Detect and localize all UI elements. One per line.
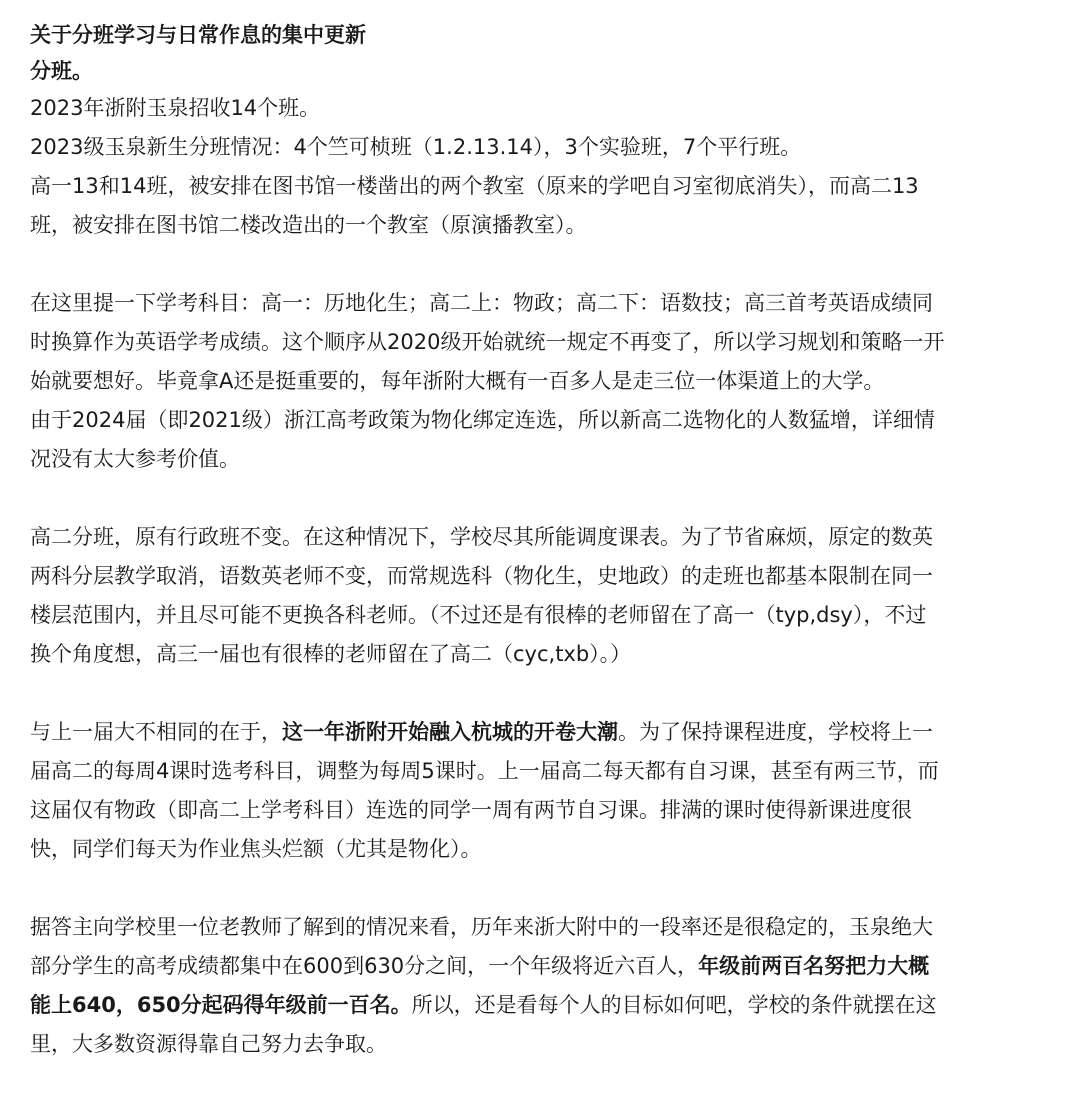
text-line: 这届仅有物政（即高二上学考科目）连选的同学一周有两节自习课。排满的课时使得新课进度很 (30, 798, 912, 822)
text-line: 2023级玉泉新生分班情况：4个竺可桢班（1.2.13.14），3个实验班，7个平行班。 (30, 135, 802, 159)
text-line: 由于2024届（即2021级）浙江高考政策为物化绑定连选，所以新高二选物化的人数猛增，详细情 (30, 408, 935, 432)
text-line: 楼层范围内，并且尽可能不更换各科老师。（不过还是有很棒的老师留在了高一（typ,dsy），不过 (30, 603, 927, 627)
paragraph-class-division (30, 89, 1020, 245)
text-span: 所以，还是看每个人的目标如何吧，学校的条件就摆在这 (411, 993, 937, 1017)
paragraph-gap (30, 674, 1020, 713)
text-line: 2023年浙附玉泉招收14个班。 (30, 96, 321, 120)
article-title: 关于分班学习与日常作息的集中更新 (30, 23, 366, 47)
paragraph-grade2-division (30, 518, 1020, 674)
text-line: 在这里提一下学考科目：高一：历地化生；高二上：物政；高二下：语数技；高三首考英语成绩同 (30, 291, 933, 315)
text-line: 班，被安排在图书馆二楼改造出的一个教室（原演播教室）。 (30, 213, 587, 237)
text-line: 况没有太大参考价值。 (30, 447, 240, 471)
paragraph-gap (30, 869, 1020, 908)
text-span: 。为了保持课程进度，学校将上一 (618, 720, 933, 744)
text-line: 时换算作为英语学考成绩。这个顺序从2020级开始就统一规定不再变了，所以学习规划和策略一开 (30, 330, 945, 354)
text-span: 部分学生的高考成绩都集中在600到630分之间，一个年级将近六百人， (30, 954, 699, 978)
text-line: 换个角度想，高三一届也有很棒的老师留在了高二（cyc,txb）。） (30, 642, 632, 666)
text-line (30, 713, 1020, 752)
paragraph-schedule-changes (30, 713, 1020, 869)
text-line: 高一13和14班，被安排在图书馆一楼凿出的两个教室（原来的学吧自习室彻底消失），而高二13 (30, 174, 919, 198)
text-line: 始就要想好。毕竟拿A还是挺重要的，每年浙附大概有一百多人是走三位一体渠道上的大学。 (30, 369, 885, 393)
text-span: 与上一届大不相同的在于， (30, 720, 282, 744)
section-heading: 分班。 (30, 59, 93, 83)
text-line (30, 986, 1020, 1025)
text-line: 届高二的每周4课时选考科目，调整为每周5课时。上一届高二每天都有自习课，甚至有两三节，而 (30, 759, 939, 783)
paragraph-exam-scores (30, 908, 1020, 1064)
paragraph-gap (30, 479, 1020, 518)
emphasis-text: 这一年浙附开始融入杭城的开卷大潮 (282, 720, 618, 744)
text-line (30, 947, 1020, 986)
text-line: 高二分班，原有行政班不变。在这种情况下，学校尽其所能调度课表。为了节省麻烦，原定的数英 (30, 525, 933, 549)
paragraph-exam-subjects (30, 284, 1020, 479)
text-line: 据答主向学校里一位老教师了解到的情况来看，历年来浙大附中的一段率还是很稳定的，玉泉绝大 (30, 915, 933, 939)
text-line: 快，同学们每天为作业焦头烂额（尤其是物化）。 (30, 837, 482, 861)
paragraph-gap (30, 245, 1020, 284)
text-line: 里，大多数资源得靠自己努力去争取。 (30, 1032, 387, 1056)
emphasis-text: 能上640，650分起码得年级前一百名。 (30, 993, 412, 1017)
text-line: 两科分层教学取消，语数英老师不变，而常规选科（物化生，史地政）的走班也都基本限制在同一 (30, 564, 933, 588)
emphasis-text: 年级前两百名努把力大概 (698, 954, 930, 978)
